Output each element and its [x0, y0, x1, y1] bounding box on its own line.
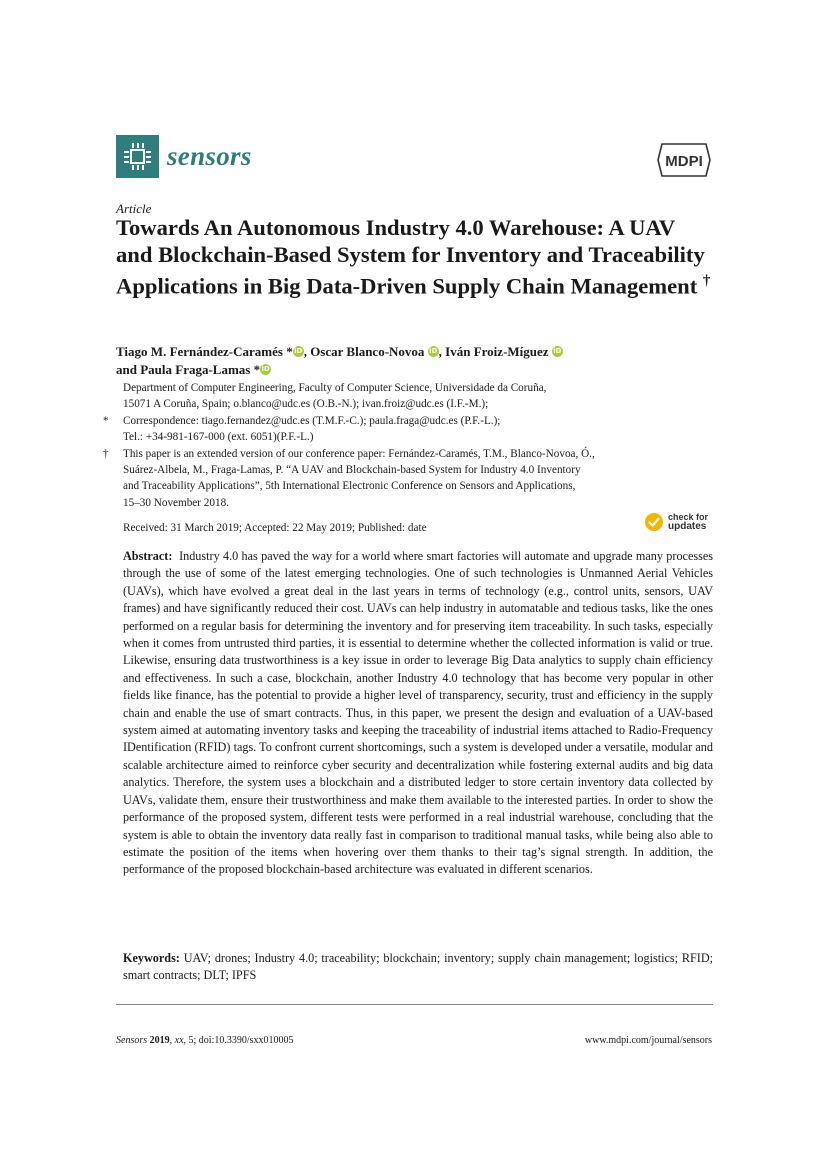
orcid-icon[interactable]: iD — [294, 347, 303, 355]
journal-logo — [116, 135, 252, 178]
journal-url-link[interactable]: www.mdpi.com/journal/sensors — [584, 1035, 712, 1046]
footer-doi: , 5; doi:10.3390/sxx010005 — [183, 1035, 294, 1046]
note-line: and Traceability Applications”, 5th International Electronic Conference on Sensors and Applications, — [123, 480, 576, 493]
author-mark: * — [286, 344, 293, 359]
citation-footer: Sensors 2019, xx, 5; doi:10.3390/sxx010005 — [116, 1035, 294, 1046]
check-updates-line2: updates — [668, 521, 707, 532]
check-for-updates-button[interactable] — [644, 512, 708, 532]
checkmark-icon — [644, 512, 664, 532]
publication-dates: Received: 31 March 2019; Accepted: 22 May 2019; Published: date — [123, 522, 427, 534]
paper-title — [116, 214, 716, 300]
correspondence-line: Correspondence: tiago.fernandez@udc.es (T.M.F.-C.); paula.fraga@udc.es (P.F.-L.); — [123, 414, 501, 427]
title-footnote-mark: † — [702, 273, 711, 289]
affiliation-line: Department of Computer Engineering, Faculty of Computer Science, Universidade da Coruña, — [123, 382, 547, 394]
orcid-icon[interactable]: iD — [553, 347, 562, 355]
note-line: Suárez-Albela, M., Fraga-Lamas, P. “A UAV and Blockchain-based System for Industry 4.0 Inventory — [123, 464, 581, 477]
article-type: Article — [116, 201, 152, 216]
orcid-icon[interactable]: iD — [429, 347, 438, 355]
keywords-text: UAV; drones; Industry 4.0; traceability; blockchain; inventory; supply chain management; logistics; RFID; smart contracts; DLT; IPFS — [123, 951, 714, 983]
sensor-chip-icon — [116, 135, 159, 178]
keywords-label: Keywords: — [123, 951, 180, 965]
abstract-text: Industry 4.0 has paved the way for a world where smart factories will automate and upgrade many processes through the use of some of the latest emerging technologies. One of such technologies is Unmanned Aerial Vehicles (UAVs), which have evolved a great deal in the last years in terms of technology (e.g., control units, sensors, UAV frames) and have significantly reduced their cost. UAVs can help industry in automatable and tedious tasks, like the ones performed on a regular basis for determining the inventory and for preserving item traceability. In such tasks, especially when it comes from untrusted third parties, it is essential to determine whether the collected information is valid or true. Likewise, ensuring data trustworthiness is a key issue in order to leverage Big Data analytics to supply chain efficiency and effectiveness. In such a case, blockchain, another Industry 4.0 technology that has become very popular in other fields like finance, has the potential to provide a higher level of transparency, security, trust and efficiency in the supply chain and enable the use of smart contracts. Thus, in this paper, we present the design and evaluation of a UAV-based system aimed at automating inventory tasks and keeping the traceability of industrial items attached to Radio-Frequency IDentification (RFID) tags. To confront current shortcomings, such a system is developed under a versatile, modular and scalable architecture aimed to reinforce cyber security and decentralization while fostering external audits and big data analytics. Therefore, the system uses a blockchain and a distributed ledger to store certain inventory data collected by UAVs, validate them, ensure their trustworthiness and make them available to the interested parties. In order to show the performance of the proposed system, different tests were performed in a real industrial warehouse, concluding that the system is able to obtain the inventory data really fast in comparison to traditional manual tasks, while being also able to estimate the position of the items when hovering over them thanks to their tag’s signal strength. In addition, the performance of the proposed blockchain-based architecture was evaluated in different scenarios. — [123, 549, 713, 877]
author-name: Oscar Blanco-Novoa — [310, 344, 425, 359]
keywords — [123, 950, 713, 985]
footer-journal: Sensors — [116, 1035, 148, 1046]
publisher-name: MDPI — [665, 153, 703, 170]
correspondence-mark: * — [103, 414, 109, 427]
note-mark: † — [103, 447, 109, 460]
author-separator: , — [438, 344, 446, 359]
author-list — [116, 343, 716, 379]
affiliations — [103, 380, 713, 511]
note-line: This paper is an extended version of our conference paper: Fernández-Caramés, T.M., Blanco-Novoa, Ó., — [123, 447, 595, 460]
footer-volume: xx — [174, 1035, 184, 1046]
check-updates-line1: check for — [668, 512, 709, 522]
journal-name: sensors — [167, 141, 252, 171]
mdpi-logo-icon — [656, 142, 712, 178]
note-line: 15–30 November 2018. — [123, 496, 229, 509]
affiliation-line: 15071 A Coruña, Spain; o.blanco@udc.es (O.B.-N.); ivan.froiz@udc.es (I.F.-M.); — [123, 398, 489, 411]
divider — [116, 1004, 713, 1005]
author-name: Tiago M. Fernández-Caramés — [116, 344, 283, 359]
correspondence-line: Tel.: +34-981-167-000 (ext. 6051)(P.F.-L.) — [123, 431, 314, 444]
abstract-label: Abstract: — [123, 549, 173, 563]
author-separator: , — [303, 344, 311, 359]
author-mark: * — [253, 362, 261, 377]
abstract — [123, 548, 713, 879]
orcid-icon[interactable]: iD — [261, 365, 270, 373]
paper-title-text: Towards An Autonomous Industry 4.0 Warehouse: A UAV and Blockchain-Based System for Inventory and Traceability Applications in Big Data-Driven Supply Chain Management — [116, 215, 705, 299]
author-name: Iván Froiz-Míguez — [445, 344, 549, 359]
authors-and: and — [116, 362, 137, 377]
author-name: Paula Fraga-Lamas — [140, 362, 251, 377]
footer-year: 2019 — [149, 1035, 170, 1046]
